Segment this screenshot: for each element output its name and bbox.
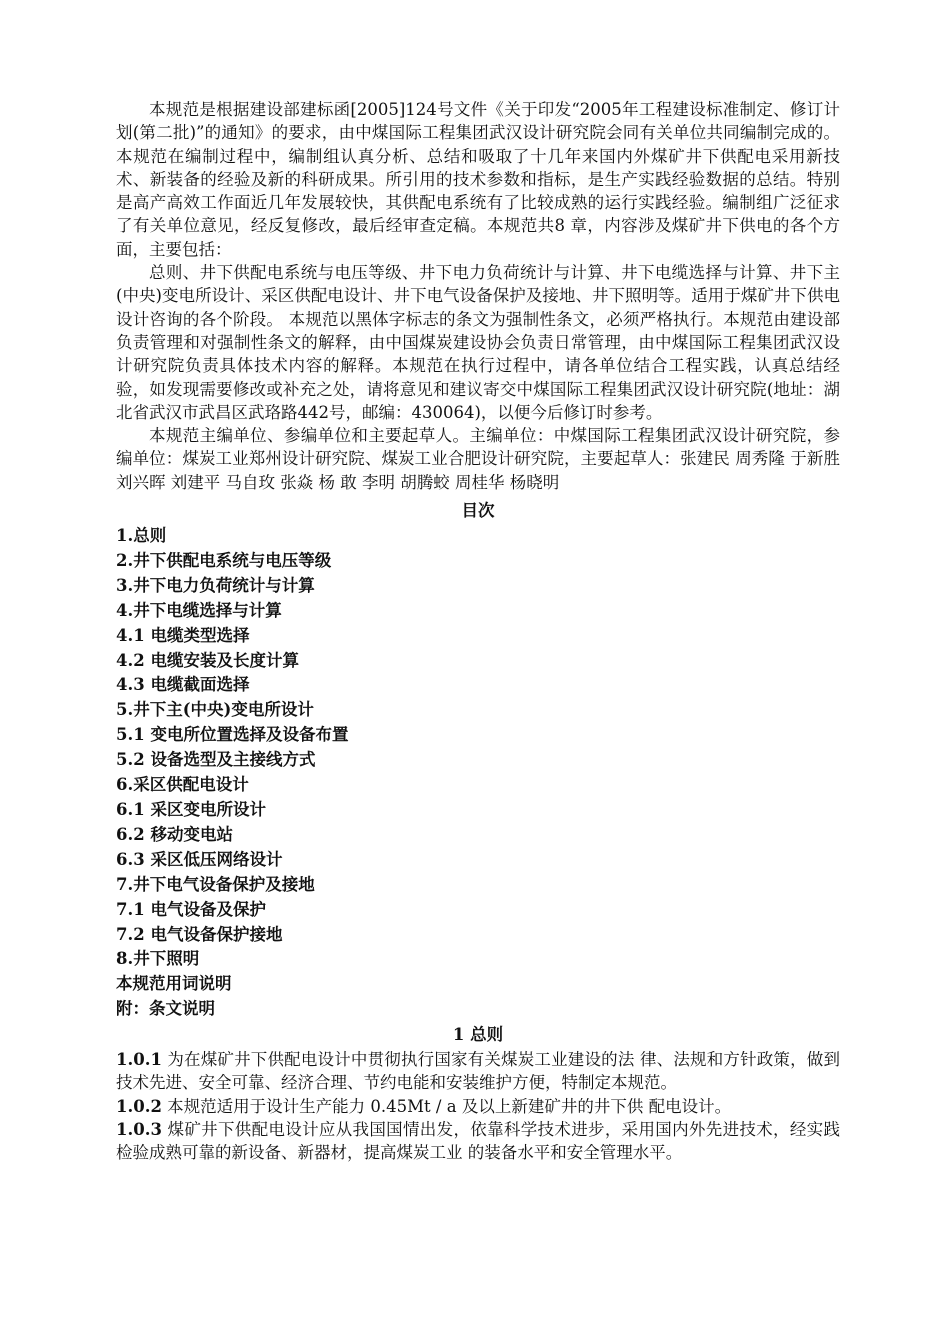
toc-item: 1.总则 <box>116 526 167 546</box>
preface-paragraph-1: 本规范是根据建设部建标函[2005]124号文件《关于印发“2005年工程建设标准制定、修订计划(第二批)”的通知》的要求，由中煤国际工程集团武汉设计研究院会同有关单位共同编制完成的。本规范在编制过程中，编制组认真分析、总结和吸取了十几年来国内外煤矿井下供配电采用新技术、新装备的经验及新的科研成果。所引用的技术参数和指标，是生产实践经验数据的总结。特别是高产高效工作面近几年发展较快，其供配电系统有了比较成熟的运行实践经验。编制组广泛征求了有关单位意见，经反复修改，最后经审查定稿。本规范共8 章，内容涉及煤矿井下供电的各个方面，主要包括： <box>116 100 840 259</box>
toc-item: 7.1 电气设备及保护 <box>116 899 266 919</box>
document-page <box>116 98 840 1165</box>
toc-item: 5.井下主(中央)变电所设计 <box>116 700 314 720</box>
clause-number: 1.0.3 <box>116 1120 162 1140</box>
toc-item: 3.井下电力负荷统计与计算 <box>116 575 315 595</box>
toc-item: 8.井下照明 <box>116 949 200 969</box>
toc-item: 6.采区供配电设计 <box>116 775 249 795</box>
clause-number: 1.0.2 <box>116 1096 162 1116</box>
clause-1-0-2 <box>116 1095 840 1118</box>
clause-text: 本规范适用于设计生产能力 0.45Mt / a 及以上新建矿井的井下供 配电设计。 <box>161 1096 732 1116</box>
toc-item: 6.3 采区低压网络设计 <box>116 849 283 869</box>
toc-item: 4.3 电缆截面选择 <box>116 675 250 695</box>
toc-item: 本规范用词说明 <box>116 974 232 994</box>
toc-item: 附：条文说明 <box>116 999 215 1019</box>
toc-item: 7.井下电气设备保护及接地 <box>116 874 315 894</box>
toc-item: 2.井下供配电系统与电压等级 <box>116 550 332 570</box>
toc-item: 6.2 移动变电站 <box>116 824 233 844</box>
toc-item: 5.1 变电所位置选择及设备布置 <box>116 725 349 745</box>
clause-text: 为在煤矿井下供配电设计中贯彻执行国家有关煤炭工业建设的法 律、法规和方针政策，做到技术先进、安全可靠、经济合理、节约电能和安装维护方便，特制定本规范。 <box>116 1050 840 1093</box>
toc-item: 4.井下电缆选择与计算 <box>116 600 282 620</box>
clause-number: 1.0.1 <box>116 1050 162 1070</box>
clause-text: 煤矿井下供配电设计应从我国国情出发，依靠科学技术进步，采用国内外先进技术，经实践检验成熟可靠的新设备、新器材，提高煤炭工业 的装备水平和安全管理水平。 <box>116 1120 840 1163</box>
preface-paragraph-2: 总则、井下供配电系统与电压等级、井下电力负荷统计与计算、井下电缆选择与计算、井下主(中央)变电所设计、采区供配电设计、井下电气设备保护及接地、井下照明等。适用于煤矿井下供电设计咨询的各个阶段。 本规范以黑体字标志的条文为强制性条文，必须严格执行。本规范由建设部负责管理和对强制性条文的解释，由中国煤炭建设协会负责日常管理，由中煤国际工程集团武汉设计研究院负责具体技术内容的解释。本规范在执行过程中，请各单位结合工程实践，认真总结经验，如发现需要修改或补充之处，请将意见和建议寄交中煤国际工程集团武汉设计研究院(地址：湖北省武汉市武昌区武珞路442号，邮编：430064)，以便今后修订时参考。 <box>116 263 840 422</box>
clause-1-0-3 <box>116 1118 840 1165</box>
toc-item: 7.2 电气设备保护接地 <box>116 924 283 944</box>
toc-item: 6.1 采区变电所设计 <box>116 800 266 820</box>
toc-item: 4.2 电缆安装及长度计算 <box>116 650 299 670</box>
clause-1-0-1 <box>116 1048 840 1095</box>
section-title: 1 总则 <box>452 1025 504 1045</box>
toc-title: 目次 <box>461 501 495 521</box>
toc-item: 5.2 设备选型及主接线方式 <box>116 750 316 770</box>
table-of-contents <box>116 524 840 1022</box>
toc-item: 4.1 电缆类型选择 <box>116 625 250 645</box>
preface-paragraph-3: 本规范主编单位、参编单位和主要起草人。主编单位：中煤国际工程集团武汉设计研究院，参编单位：煤炭工业郑州设计研究院、煤炭工业合肥设计研究院，主要起草人：张建民 周秀隆 于新胜 刘兴晖 刘建平 马自玫 张焱 杨 敢 李明 胡腾蛟 周桂华 杨晓明 <box>116 426 840 492</box>
